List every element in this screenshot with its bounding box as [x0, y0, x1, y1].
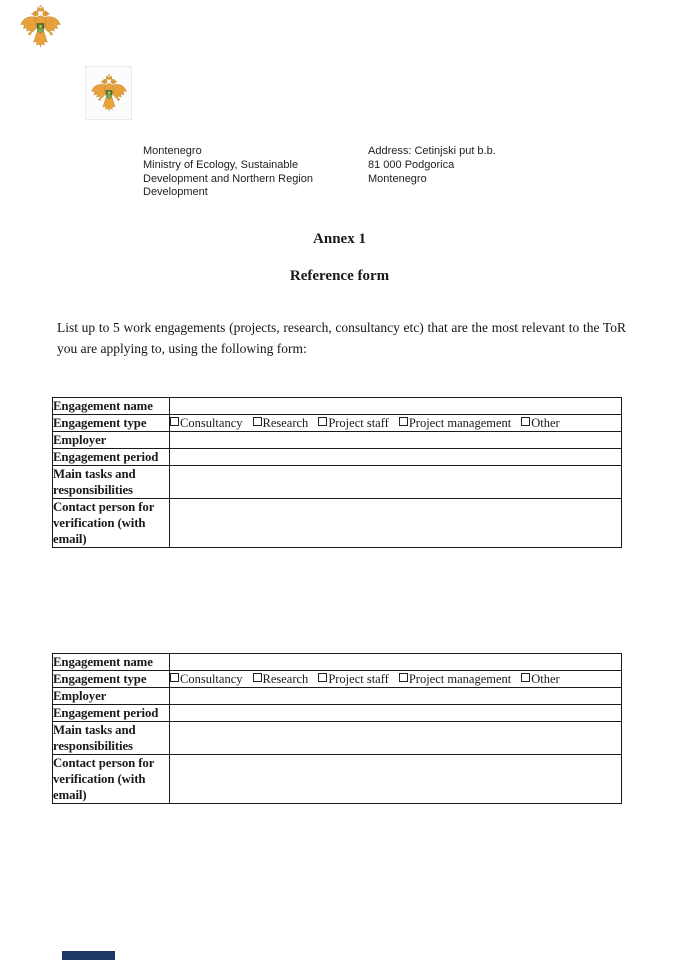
- address-block: [368, 145, 613, 200]
- checkbox-icon[interactable]: [318, 673, 327, 682]
- checkbox-icon[interactable]: [253, 673, 262, 682]
- checkbox-icon[interactable]: [521, 417, 530, 426]
- engagement-type-checkbox-row: [170, 415, 622, 432]
- engagement-type-option: [170, 672, 243, 686]
- row-label-main-tasks: Main tasks and responsibilities: [53, 466, 170, 499]
- contact-person-field[interactable]: [170, 755, 622, 804]
- contact-person-field[interactable]: [170, 499, 622, 548]
- table-row: [53, 755, 622, 804]
- intro-paragraph: List up to 5 work engagements (projects, research, consultancy etc) that are the most relevant to the ToR you are applying to, using the following form:: [57, 319, 626, 356]
- checkbox-icon[interactable]: [170, 673, 179, 682]
- row-label-engagement-period: Engagement period: [53, 449, 170, 466]
- table-row: [53, 705, 622, 722]
- checkbox-label: Project management: [408, 672, 512, 686]
- org-line: Ministry of Ecology, Sustainable: [143, 158, 299, 171]
- engagement-type-option: [253, 672, 309, 686]
- engagement-type-option: [521, 416, 559, 430]
- table-row: [53, 449, 622, 466]
- table-row: [53, 398, 622, 415]
- engagement-type-option: [253, 416, 309, 430]
- table-row: [53, 654, 622, 671]
- checkbox-label: Project staff: [328, 672, 389, 686]
- reference-form-title: Reference form: [289, 268, 390, 284]
- checkbox-label: Research: [262, 672, 309, 686]
- address-line: Address: Cetinjski put b.b.: [368, 145, 496, 157]
- engagement-period-field[interactable]: [170, 449, 622, 466]
- engagement-name-field[interactable]: [170, 398, 622, 415]
- employer-field[interactable]: [170, 432, 622, 449]
- checkbox-label: Other: [531, 416, 560, 430]
- row-label-engagement-type: Engagement type: [53, 415, 170, 432]
- org-line: Development and Northern Region: [143, 172, 313, 185]
- engagement-type-option: [318, 672, 389, 686]
- checkbox-label: Project staff: [328, 416, 389, 430]
- checkbox-label: Project management: [408, 416, 512, 430]
- employer-field[interactable]: [170, 688, 622, 705]
- engagement-type-option: [318, 416, 389, 430]
- table-row: [53, 688, 622, 705]
- checkbox-icon[interactable]: [399, 673, 408, 682]
- row-label-employer: Employer: [53, 688, 170, 705]
- address-line: Montenegro: [368, 172, 427, 185]
- engagement-type-checkbox-row: [170, 671, 622, 688]
- annex-title: Annex 1: [313, 231, 366, 247]
- checkbox-icon[interactable]: [318, 417, 327, 426]
- org-line: Development: [143, 186, 208, 199]
- engagement-type-option: [399, 672, 511, 686]
- row-label-employer: Employer: [53, 432, 170, 449]
- checkbox-label: Consultancy: [180, 416, 243, 430]
- reference-table-2: [52, 653, 622, 804]
- engagement-name-field[interactable]: [170, 654, 622, 671]
- row-label-contact-person: Contact person for verification (with email): [53, 499, 170, 548]
- engagement-type-option: [170, 416, 243, 430]
- checkbox-icon[interactable]: [170, 417, 179, 426]
- checkbox-label: Research: [262, 416, 309, 430]
- checkbox-label: Consultancy: [180, 672, 243, 686]
- engagement-type-option: [399, 416, 511, 430]
- checkbox-icon[interactable]: [253, 417, 262, 426]
- table-row: [53, 722, 622, 755]
- checkbox-icon[interactable]: [399, 417, 408, 426]
- row-label-main-tasks: Main tasks and responsibilities: [53, 722, 170, 755]
- main-tasks-field[interactable]: [170, 722, 622, 755]
- engagement-period-field[interactable]: [170, 705, 622, 722]
- checkbox-label: Other: [531, 672, 560, 686]
- letterhead: [143, 145, 613, 200]
- engagement-type-option: [521, 672, 559, 686]
- row-label-engagement-period: Engagement period: [53, 705, 170, 722]
- main-tasks-field[interactable]: [170, 466, 622, 499]
- row-label-contact-person: Contact person for verification (with email): [53, 755, 170, 804]
- address-line: 81 000 Podgorica: [368, 158, 455, 171]
- montenegro-coat-of-arms-icon: [19, 4, 62, 49]
- row-label-engagement-name: Engagement name: [53, 398, 170, 415]
- org-line: Montenegro: [143, 145, 202, 157]
- table-row: [53, 671, 622, 688]
- table-row: [53, 415, 622, 432]
- row-label-engagement-name: Engagement name: [53, 654, 170, 671]
- table-row: [53, 432, 622, 449]
- table-row: [53, 499, 622, 548]
- montenegro-coat-of-arms-image: [85, 66, 132, 120]
- checkbox-icon[interactable]: [521, 673, 530, 682]
- ministry-name-block: [143, 145, 368, 200]
- bottom-bar-fragment: [62, 951, 115, 960]
- table-row: [53, 466, 622, 499]
- row-label-engagement-type: Engagement type: [53, 671, 170, 688]
- reference-table-1: [52, 397, 622, 548]
